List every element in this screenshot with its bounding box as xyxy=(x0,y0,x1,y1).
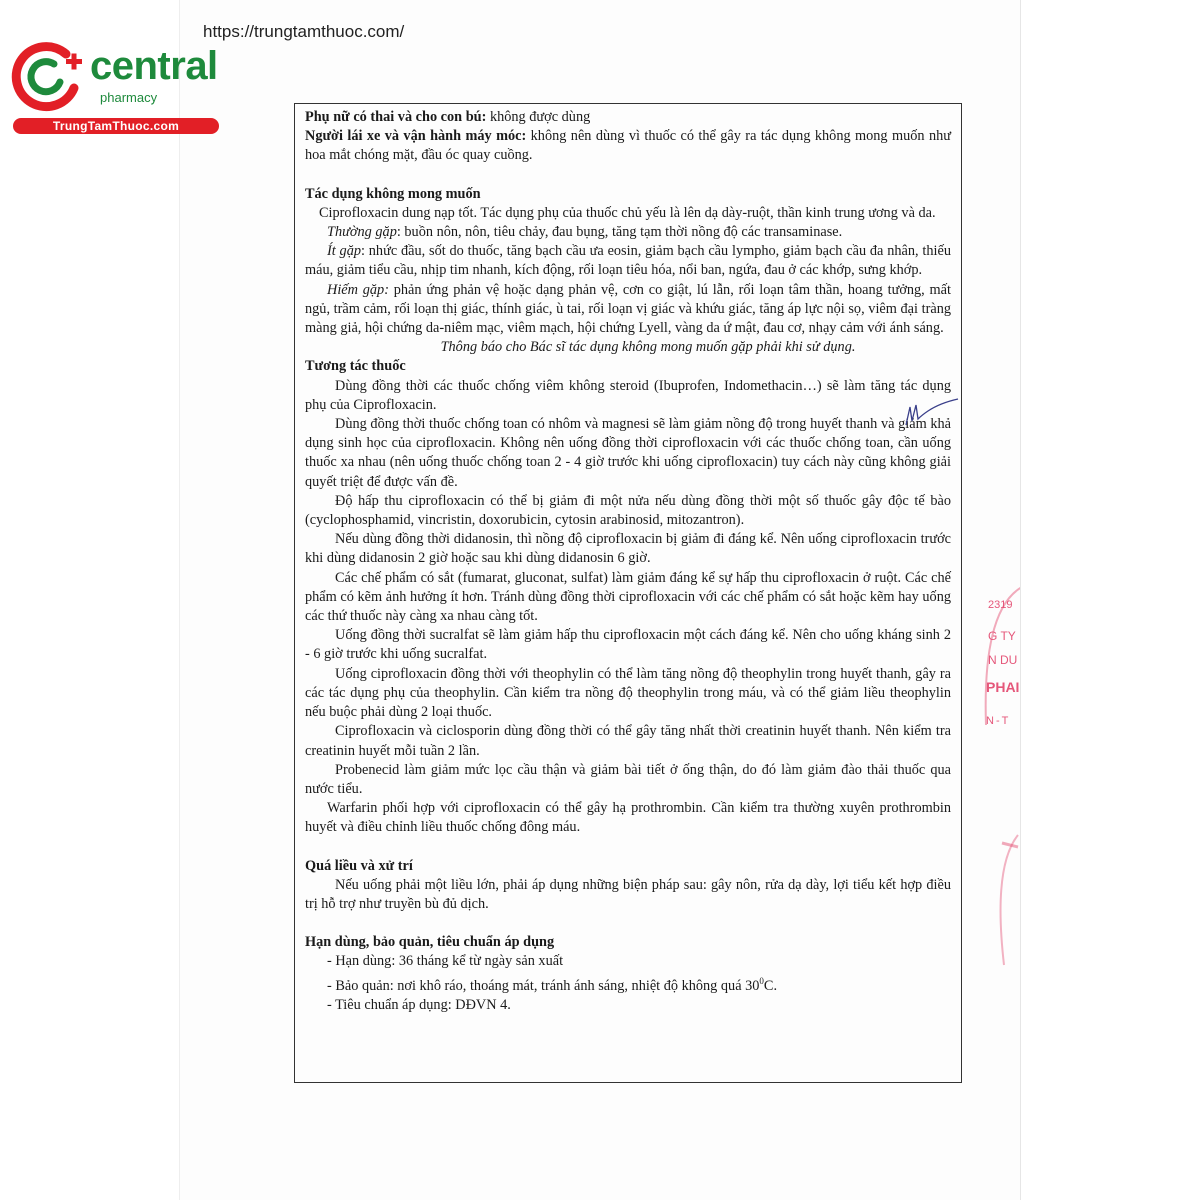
interaction-paragraph: Độ hấp thu ciprofloxacin có thể bị giảm đi một nửa nếu dùng đồng thời một số thuốc gây độc tế bào (cyclophosphamid, vincristin, doxorubicin, cytosin arabinosid, mitozantron). xyxy=(305,492,951,529)
uncommon-effects xyxy=(305,242,951,280)
driving-label: Người lái xe và vận hành máy móc: xyxy=(305,128,527,145)
common-text: : buồn nôn, nôn, tiêu chảy, đau bụng, tăng tạm thời nồng độ các transaminase. xyxy=(396,224,843,241)
logo-site-bar: TrungTamThuoc.com xyxy=(13,118,219,134)
uncommon-label: Ít gặp xyxy=(327,243,361,260)
interaction-paragraph: Dùng đồng thời thuốc chống toan có nhôm và magnesi sẽ làm giảm nồng độ trong huyết thanh và giảm khả dụng sinh học của ciprofloxacin. Không nên uống đồng thời ciprofloxacin với các thuốc chống toan, cần uống thuốc xa nhau (nên uống thuốc chống toan 2 - 4 giờ trước khi uống ciprofloxacin) tuy cách này cũng không giải quyết triệt để được vấn đề. xyxy=(305,416,951,490)
overdose-heading: Quá liều và xử trí xyxy=(305,857,413,874)
storage-item xyxy=(305,972,951,996)
rare-text: phản ứng phản vệ hoặc dạng phản vệ, cơn co giật, lú lẫn, rối loạn tâm thần, hoang tưởng, mất ngủ, trầm cảm, rối loạn thị giác, thính giác, ù tai, rối loạn vị giác và khứu giác, tăng áp lực nội sọ, viêm đại tràng màng giả, hội chứng da-niêm mạc, viêm mạch, hội chứng Lyell, vàng da ứ mật, đau cơ, nhạy cảm với ánh sáng. xyxy=(305,281,951,337)
uncommon-text: : nhức đầu, sốt do thuốc, tăng bạch cầu ưa eosin, giảm bạch cầu lympho, giảm bạch cầu đa nhân, thiếu máu, giảm tiểu cầu, nhịp tim nhanh, kích động, rối loạn tiêu hóa, nổi ban, ngứa, đau ở các khớp, sưng khớp. xyxy=(305,243,951,279)
pregnancy-label: Phụ nữ có thai và cho con bú: xyxy=(305,109,487,125)
leaflet-content-box xyxy=(294,103,962,1083)
stamp-text-3: N DU xyxy=(988,653,1018,667)
rare-effects xyxy=(305,281,951,339)
storage-heading: Hạn dùng, bảo quản, tiêu chuẩn áp dụng xyxy=(305,934,555,951)
interaction-paragraph: Probenecid làm giảm mức lọc cầu thận và giảm bài tiết ở ống thận, do đó làm giảm đào thải thuốc qua nước tiểu. xyxy=(305,761,951,797)
stamp-text-1: 2319 xyxy=(988,599,1013,611)
interaction-paragraph: Nếu dùng đồng thời didanosin, thì nồng độ ciprofloxacin bị giảm đi đáng kể. Nên uống ciprofloxacin trước khi dùng didanosin 2 giờ hoặc sau khi dùng didanosin 6 giờ. xyxy=(305,531,951,567)
common-label: Thường gặp xyxy=(327,224,397,241)
interaction-paragraph: Các chế phẩm có sắt (fumarat, gluconat, sulfat) làm giảm đáng kể sự hấp thu ciprofloxacin ở ruột. Các chế phẩm có kẽm ảnh hưởng ít hơn. Tránh dùng đồng thời ciprofloxacin với các chế phẩm có sắt hoặc kẽm hay uống các thứ thuốc này càng xa nhau càng tốt. xyxy=(305,569,951,625)
interactions-heading: Tương tác thuốc xyxy=(305,358,406,375)
degree-sup: 0 xyxy=(759,975,764,986)
central-pharmacy-logo[interactable] xyxy=(10,38,220,138)
interaction-paragraph: Uống ciprofloxacin đồng thời với theophylin có thể làm tăng nồng độ theophylin trong huyết thanh, gây ra các tác dụng phụ của theophylin. Cần kiểm tra nồng độ theophylin trong máu, và có thể giảm liều theophylin nếu buộc phải dùng 2 loại thuốc. xyxy=(305,665,951,721)
overdose-text: Nếu uống phải một liều lớn, phải áp dụng những biện pháp sau: gây nôn, rửa dạ dày, lợi tiểu kết hợp điều trị hỗ trợ như truyền bù đủ dịch. xyxy=(305,876,951,912)
stamp-text-4: PHAI xyxy=(986,679,1020,695)
interaction-paragraph: Warfarin phối hợp với ciprofloxacin có thể gây hạ prothrombin. Cần kiểm tra thường xuyên prothrombin huyết và điều chỉnh liều thuốc chống đông máu. xyxy=(305,800,951,836)
interaction-paragraph: Dùng đồng thời các thuốc chống viêm không steroid (Ibuprofen, Indomethacin…) sẽ làm tăng tác dụng phụ của Ciprofloxacin. xyxy=(305,377,951,413)
shelf-life-item: - Hạn dùng: 36 tháng kể từ ngày sản xuất xyxy=(327,953,564,970)
standard-item: - Tiêu chuẩn áp dụng: DĐVN 4. xyxy=(327,996,511,1013)
rare-label: Hiếm gặp: xyxy=(327,281,389,298)
side-effects-heading: Tác dụng không mong muốn xyxy=(305,185,481,202)
pharmacy-cross-icon xyxy=(10,38,90,118)
driving-line xyxy=(305,127,951,165)
storage-unit: C. xyxy=(763,977,778,994)
pregnancy-text: không được dùng xyxy=(486,109,591,125)
pregnancy-line xyxy=(305,108,951,127)
common-effects xyxy=(305,223,951,242)
stamp-text-5: N-T xyxy=(986,715,1011,727)
interaction-paragraph: Ciprofloxacin và ciclosporin dùng đồng thời có thể gây tăng nhất thời creatinin huyết thanh. Nên kiểm tra creatinin huyết mỗi tuần 2 lần. xyxy=(305,723,951,759)
company-stamp xyxy=(982,585,1020,975)
interaction-paragraph: Uống đồng thời sucralfat sẽ làm giảm hấp thu ciprofloxacin một cách đáng kể. Nên cho uống kháng sinh 2 - 6 giờ trước khi uống sucralfat. xyxy=(305,627,951,663)
side-effects-intro: Ciprofloxacin dung nạp tốt. Tác dụng phụ của thuốc chủ yếu là lên dạ dày-ruột, thần kinh trung ương và da. xyxy=(319,204,936,221)
driving-text: không nên dùng vì thuốc có thể gây ra tác dụng không mong muốn như hoa mắt chóng mặt, đầu óc quay cuồng. xyxy=(305,128,951,164)
source-url[interactable]: https://trungtamthuoc.com/ xyxy=(203,22,405,41)
storage-text: - Bảo quản: nơi khô ráo, thoáng mát, tránh ánh sáng, nhiệt độ không quá 30 xyxy=(327,977,760,994)
signature-mark xyxy=(900,395,962,431)
stamp-ring xyxy=(982,585,1020,975)
logo-brand-text: central xyxy=(90,44,218,88)
stamp-text-2: G TY xyxy=(988,629,1016,643)
logo-sub-text: pharmacy xyxy=(100,90,158,105)
doctor-notice: Thông báo cho Bác sĩ tác dụng không mong muốn gặp phải khi sử dụng. xyxy=(440,339,856,356)
